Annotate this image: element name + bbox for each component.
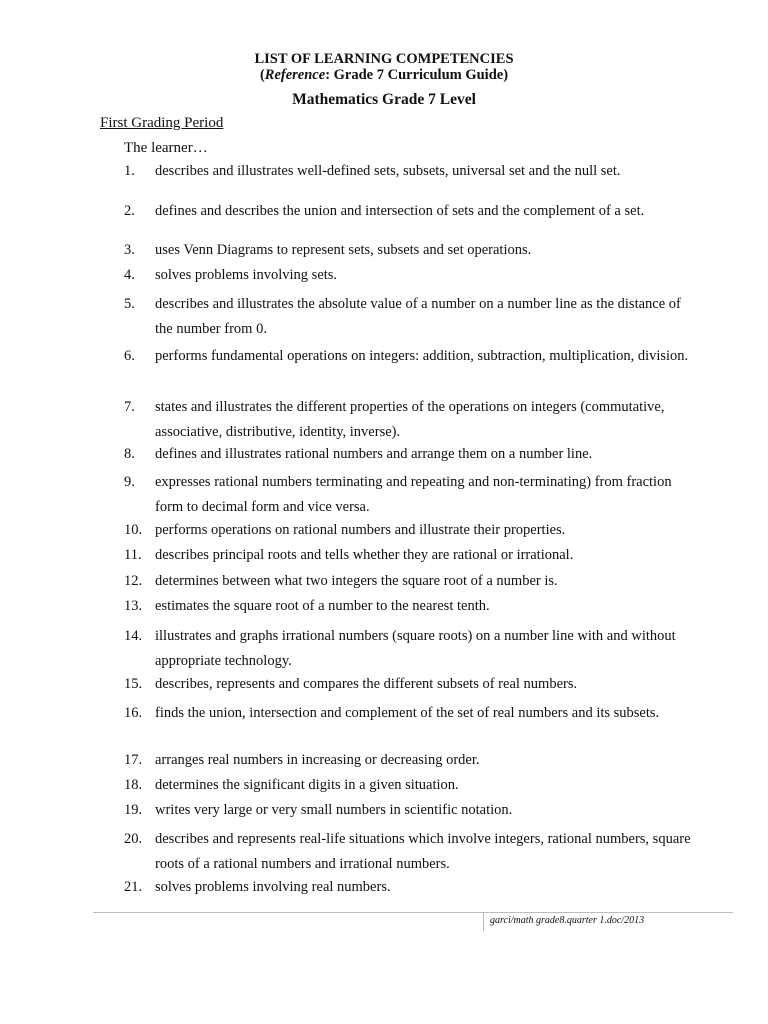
competency-number: 2. <box>124 203 135 219</box>
competency-text: determines between what two integers the square root of a number is. <box>155 573 558 589</box>
competency-number: 17. <box>124 752 143 768</box>
competency-text: performs fundamental operations on integers: addition, subtraction, multiplication, division. <box>155 348 689 364</box>
footer-file-reference: garci/math grade8.quarter 1.doc/2013 <box>490 915 645 926</box>
competency-text: solves problems involving real numbers. <box>155 879 391 895</box>
reference-source: : Grade 7 Curriculum Guide) <box>325 67 509 83</box>
competency-text: finds the union, intersection and complement of the set of real numbers and its subsets. <box>155 705 660 721</box>
competency-text: arranges real numbers in increasing or decreasing order. <box>155 752 480 768</box>
competency-text: describes and illustrates the absolute value of a number on a number line as the distance of the number from 0. <box>155 296 681 337</box>
competency-text: describes and represents real-life situations which involve integers, rational numbers, square roots of a rational numbers and irrational numbers. <box>155 831 691 872</box>
competency-number: 8. <box>124 446 135 462</box>
competency-text: determines the significant digits in a given situation. <box>155 777 459 793</box>
reference-open-paren: ( <box>259 67 265 83</box>
learner-intro: The learner… <box>124 140 208 156</box>
competency-number: 13. <box>124 598 143 614</box>
competency-text: describes, represents and compares the different subsets of real numbers. <box>155 676 578 692</box>
competency-number: 7. <box>124 399 135 415</box>
competency-number: 20. <box>124 831 143 847</box>
competency-text: solves problems involving sets. <box>155 267 338 283</box>
competency-text: describes and illustrates well-defined sets, subsets, universal set and the null set. <box>155 163 621 179</box>
competency-text: expresses rational numbers terminating and repeating and non-terminating) from fraction form to decimal form and vice versa. <box>155 474 672 515</box>
competency-text: defines and illustrates rational numbers and arrange them on a number line. <box>155 446 593 462</box>
reference-label: Reference <box>264 67 326 83</box>
competency-number: 21. <box>124 879 143 895</box>
competency-number: 10. <box>124 522 143 538</box>
competency-number: 19. <box>124 802 143 818</box>
competency-number: 16. <box>124 705 143 721</box>
competency-text: illustrates and graphs irrational numbers (square roots) on a number line with and without appropriate technology. <box>155 628 676 669</box>
grading-period-heading: First Grading Period <box>100 115 224 131</box>
competency-number: 5. <box>124 296 135 312</box>
competency-text: describes principal roots and tells whether they are rational or irrational. <box>155 547 574 563</box>
competency-number: 11. <box>124 547 142 563</box>
footer-vertical-divider <box>483 912 484 931</box>
competency-number: 18. <box>124 777 143 793</box>
subject-heading: Mathematics Grade 7 Level <box>292 91 476 108</box>
competency-number: 9. <box>124 474 135 490</box>
reference-line <box>0 67 768 84</box>
footer-divider <box>93 912 733 913</box>
document-title: LIST OF LEARNING COMPETENCIES <box>254 51 514 67</box>
competency-number: 14. <box>124 628 143 644</box>
competency-text: states and illustrates the different properties of the operations on integers (commutative, associative, distributive, identity, inverse). <box>155 399 665 440</box>
competency-number: 1. <box>124 163 135 179</box>
competency-number: 6. <box>124 348 135 364</box>
competency-number: 12. <box>124 573 143 589</box>
competency-text: writes very large or very small numbers in scientific notation. <box>155 802 513 818</box>
competency-text: estimates the square root of a number to the nearest tenth. <box>155 598 490 614</box>
competency-number: 4. <box>124 267 135 283</box>
competency-text: performs operations on rational numbers and illustrate their properties. <box>155 522 566 538</box>
competency-text: defines and describes the union and intersection of sets and the complement of a set. <box>155 203 645 219</box>
competency-text: uses Venn Diagrams to represent sets, subsets and set operations. <box>155 242 532 258</box>
competency-number: 15. <box>124 676 143 692</box>
competency-number: 3. <box>124 242 135 258</box>
